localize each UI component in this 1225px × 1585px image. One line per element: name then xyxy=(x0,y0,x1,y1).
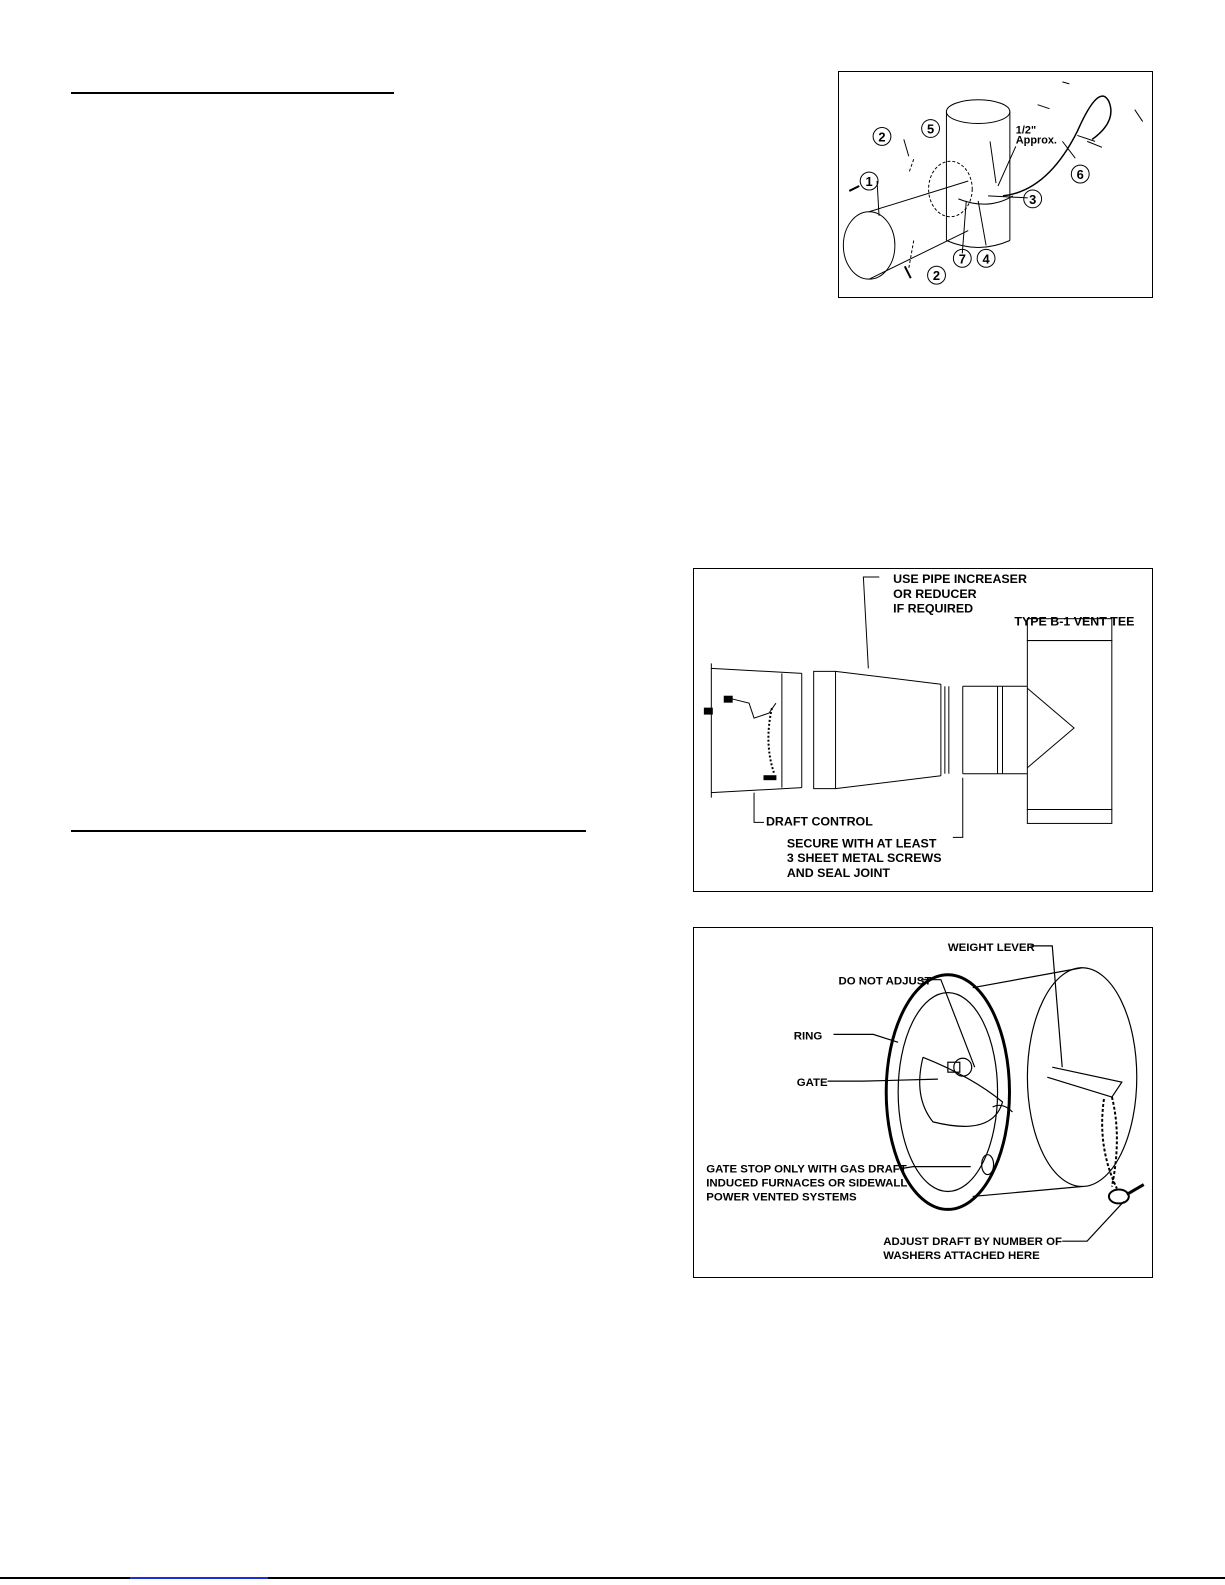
label-do-not-adjust: DO NOT ADJUST xyxy=(838,975,932,988)
callout-2b: 2 xyxy=(932,268,941,284)
section-heading-rule-top xyxy=(71,92,394,94)
figure-draft-control-detail xyxy=(693,927,1153,1278)
label-increaser-2: OR REDUCER xyxy=(893,586,977,601)
label-gate-stop-2: INDUCED FURNACES OR SIDEWALL xyxy=(706,1177,908,1190)
damper-face xyxy=(843,212,895,279)
label-secure-3: AND SEAL JOINT xyxy=(786,866,891,881)
label-increaser-3: IF REQUIRED xyxy=(893,601,974,616)
callout-3: 3 xyxy=(1029,191,1037,207)
label-weight-lever: WEIGHT LEVER xyxy=(947,941,1035,954)
label-adjust-2: WASHERS ATTACHED HERE xyxy=(883,1250,1040,1263)
callout-6: 6 xyxy=(1076,167,1084,183)
label-ring: RING xyxy=(793,1030,823,1043)
figure-installation xyxy=(693,568,1153,892)
label-vent-tee: TYPE B-1 VENT TEE xyxy=(1014,614,1135,629)
figure-assembly xyxy=(838,71,1153,298)
dimension-approx: Approx. xyxy=(1015,134,1057,147)
pipe-top-ellipse xyxy=(946,100,1009,124)
label-draft-control: DRAFT CONTROL xyxy=(765,814,873,829)
callout-1: 1 xyxy=(865,173,873,189)
callout-5: 5 xyxy=(926,121,935,137)
callout-2a: 2 xyxy=(878,129,886,145)
dimension-value: 1/2" xyxy=(1015,124,1037,137)
callout-4: 4 xyxy=(982,251,990,267)
label-gate-stop-1: GATE STOP ONLY WITH GAS DRAFT xyxy=(706,1163,907,1176)
draft-control-diagram xyxy=(694,928,1152,1277)
callout-7: 7 xyxy=(958,251,966,267)
installation-diagram xyxy=(694,569,1152,891)
label-increaser-1: USE PIPE INCREASER xyxy=(893,571,1027,586)
label-secure-1: SECURE WITH AT LEAST xyxy=(786,836,937,851)
label-gate-stop-3: POWER VENTED SYSTEMS xyxy=(706,1191,857,1204)
label-secure-2: 3 SHEET METAL SCREWS xyxy=(786,851,942,866)
label-adjust-1: ADJUST DRAFT BY NUMBER OF xyxy=(883,1236,1062,1249)
footer-link-underline[interactable] xyxy=(130,1577,268,1579)
label-gate: GATE xyxy=(796,1077,828,1090)
section-heading-rule-mid xyxy=(71,830,586,832)
assembly-diagram xyxy=(839,72,1152,297)
